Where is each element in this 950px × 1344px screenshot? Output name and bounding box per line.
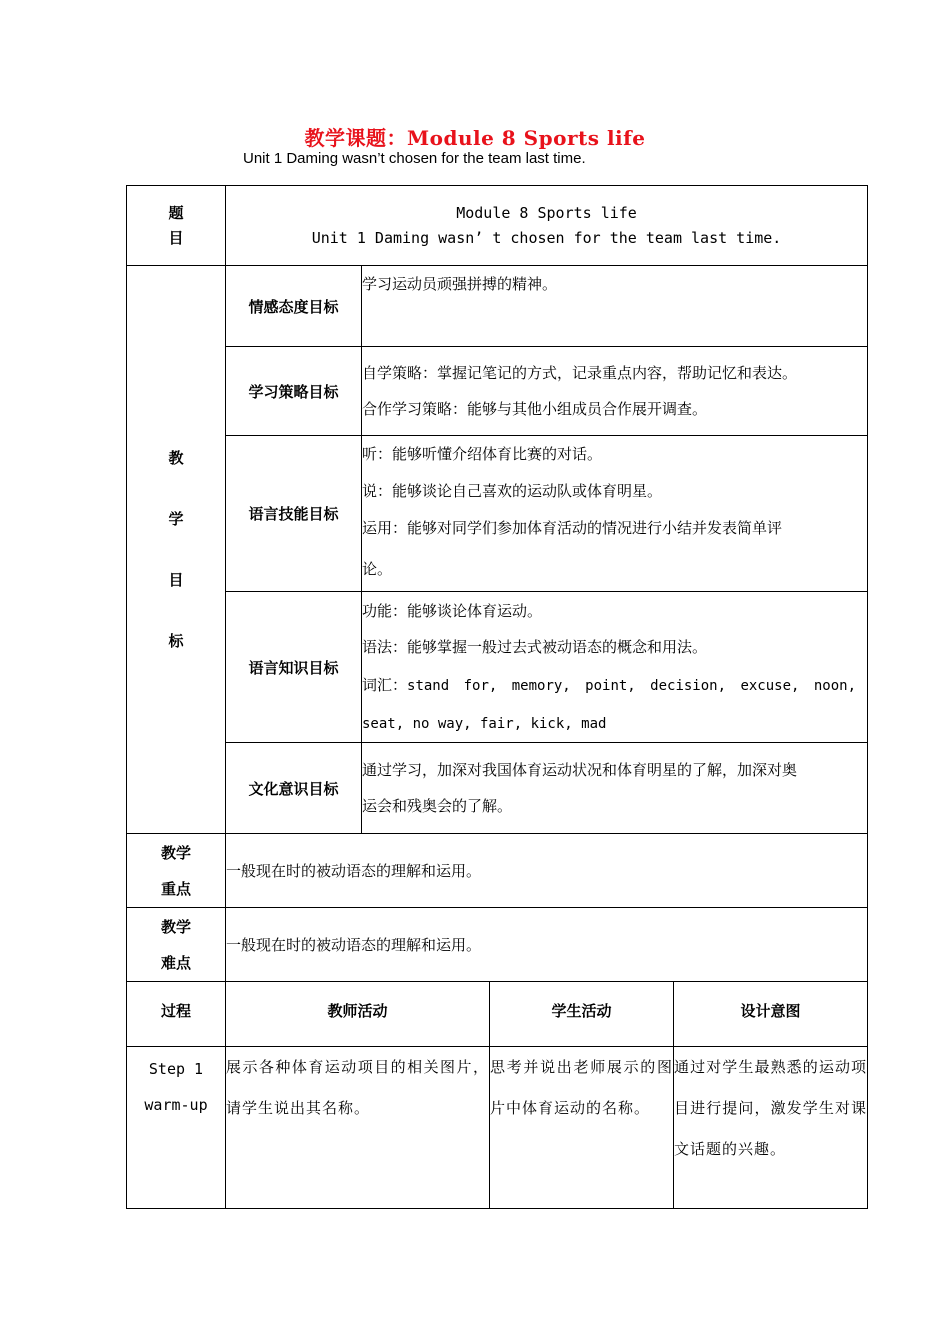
key-point-text: 一般现在时的被动语态的理解和运用。 <box>226 834 868 908</box>
objectives-label: 教 学 目 标 <box>127 266 226 834</box>
header-process: 过程 <box>127 982 226 1047</box>
objective-name: 语言知识目标 <box>226 592 362 743</box>
student-activity: 思考并说出老师展示的图片中体育运动的名称。 <box>490 1047 674 1209</box>
objective-name: 学习策略目标 <box>226 347 362 436</box>
objective-name: 文化意识目标 <box>226 743 362 834</box>
objective-text: 功能：能够谈论体育运动。 语法：能够掌握一般过去式被动语态的概念和用法。 词汇：stand for, memory, point, decision, excuse, noon, seat, no way, fair, kick, mad <box>362 592 868 743</box>
topic-content <box>226 186 868 266</box>
objective-text: 自学策略：掌握记笔记的方式，记录重点内容，帮助记忆和表达。 合作学习策略：能够与其他小组成员合作展开调查。 <box>362 347 868 436</box>
objective-text: 通过学习，加深对我国体育运动状况和体育明星的了解，加深对奥 运会和残奥会的了解。 <box>362 743 868 834</box>
header-design-intent: 设计意图 <box>674 982 868 1047</box>
topic-line-2: Unit 1 Daming wasn’ t chosen for the team last time. <box>311 228 782 247</box>
vocabulary-line: 词汇：stand for, memory, point, decision, excuse, noon, <box>362 676 857 694</box>
objective-row <box>127 436 868 592</box>
difficulty-row <box>127 908 868 982</box>
objective-text: 学习运动员顽强拼搏的精神。 <box>362 266 868 347</box>
objective-text: 听：能够听懂介绍体育比赛的对话。 说：能够谈论自己喜欢的运动队或体育明星。 运用：能够对同学们参加体育活动的情况进行小结并发表简单评 论。 <box>362 436 868 592</box>
lesson-title: 教学课题：Module 8 Sports life <box>304 126 646 150</box>
objective-row <box>127 743 868 834</box>
difficulty-text: 一般现在时的被动语态的理解和运用。 <box>226 908 868 982</box>
topic-row <box>127 186 868 266</box>
objective-name: 语言技能目标 <box>226 436 362 592</box>
process-header-row <box>127 982 868 1047</box>
key-point-label: 教学 重点 <box>127 834 226 908</box>
difficulty-label: 教学 难点 <box>127 908 226 982</box>
lesson-plan-table <box>126 185 868 1209</box>
lesson-subtitle: Unit 1 Daming wasn’t chosen for the team last time. <box>243 150 586 167</box>
topic-line-1: Module 8 Sports life <box>456 203 637 222</box>
design-intent: 通过对学生最熟悉的运动项目进行提问，激发学生对课文话题的兴趣。 <box>674 1047 868 1209</box>
topic-label: 题 目 <box>127 186 226 266</box>
objective-row <box>127 266 868 347</box>
objective-name: 情感态度目标 <box>226 266 362 347</box>
header-student-activity: 学生活动 <box>490 982 674 1047</box>
objective-row <box>127 347 868 436</box>
teacher-activity: 展示各种体育运动项目的相关图片，请学生说出其名称。 <box>226 1047 490 1209</box>
key-point-row <box>127 834 868 908</box>
step-row <box>127 1047 868 1209</box>
vocabulary-line: seat, no way, fair, kick, mad <box>362 716 607 732</box>
header-teacher-activity: 教师活动 <box>226 982 490 1047</box>
objective-row <box>127 592 868 743</box>
step-name: Step 1 warm-up <box>127 1047 226 1209</box>
